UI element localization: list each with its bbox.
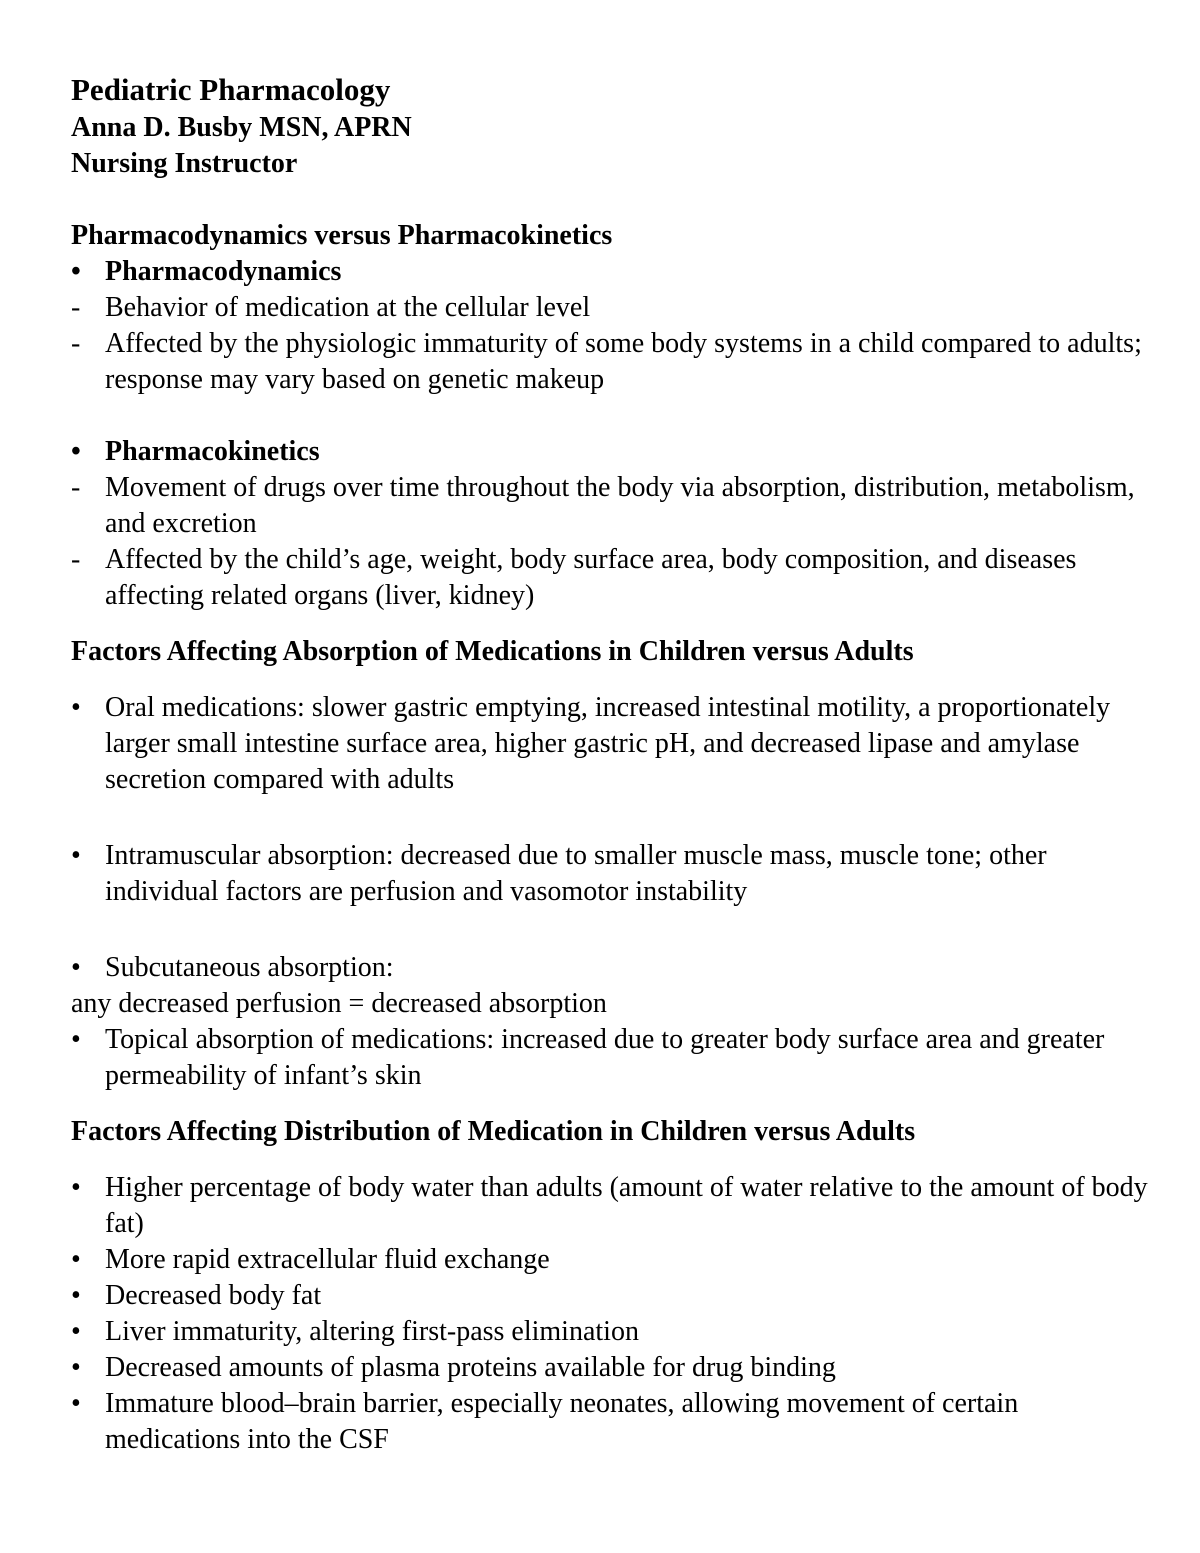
role-line: Nursing Instructor: [71, 148, 298, 179]
bullet-item: [71, 1242, 1151, 1278]
dash-item: [71, 470, 1151, 542]
bullet-icon: •: [71, 1388, 81, 1419]
section-heading-pharmaco: Pharmacodynamics versus Pharmacokinetics: [71, 220, 613, 251]
dash-icon: -: [71, 472, 81, 503]
dash-item-text: Affected by the physiologic immaturity of some body systems in a child compared to adults; response may vary based on genetic makeup: [105, 328, 1142, 395]
bullet-item-text: Oral medications: slower gastric emptying, increased intestinal motility, a proportionately larger small intestine surface area, higher gastric pH, and decreased lipase and amylase secretion compared with adults: [105, 692, 1111, 795]
bullet-item: [71, 1350, 1151, 1386]
bullet-icon: •: [71, 256, 81, 287]
bullet-icon: •: [71, 1172, 81, 1203]
bullet-item: [71, 950, 1151, 986]
bullet-item-text: Subcutaneous absorption:: [105, 952, 394, 983]
bullet-item-text: Decreased amounts of plasma proteins available for drug binding: [105, 1352, 836, 1383]
bullet-item: [71, 434, 1151, 470]
dash-item-text: Affected by the child’s age, weight, body surface area, body composition, and diseases affecting related organs (liver, kidney): [105, 544, 1077, 611]
bullet-item-text: Higher percentage of body water than adults (amount of water relative to the amount of body fat): [105, 1172, 1148, 1239]
document-page: [71, 70, 1151, 1458]
bullet-item: [71, 1022, 1151, 1094]
dash-item: [71, 542, 1151, 614]
dash-item: [71, 290, 1151, 326]
bullet-item-text: More rapid extracellular fluid exchange: [105, 1244, 550, 1275]
bullet-icon: •: [71, 1024, 81, 1055]
section-heading-absorption: Factors Affecting Absorption of Medications in Children versus Adults: [71, 636, 914, 667]
bullet-item-text: Liver immaturity, altering first-pass elimination: [105, 1316, 639, 1347]
bullet-item: [71, 838, 1151, 910]
group-label-pharmacokinetics: Pharmacokinetics: [105, 436, 320, 467]
bullet-item: [71, 254, 1151, 290]
bullet-item: [71, 1170, 1151, 1242]
bullet-icon: •: [71, 840, 81, 871]
bullet-item: [71, 1278, 1151, 1314]
bullet-item: [71, 690, 1151, 798]
dash-icon: -: [71, 328, 81, 359]
bullet-icon: •: [71, 952, 81, 983]
bullet-item: [71, 1386, 1151, 1458]
bullet-icon: •: [71, 1352, 81, 1383]
bullet-item-text: Intramuscular absorption: decreased due to smaller muscle mass, muscle tone; other individual factors are perfusion and vasomotor instability: [105, 840, 1047, 907]
bullet-item: [71, 1314, 1151, 1350]
bullet-item-text: Immature blood–brain barrier, especially neonates, allowing movement of certain medications into the CSF: [105, 1388, 1019, 1455]
bullet-icon: •: [71, 436, 81, 467]
author-line: Anna D. Busby MSN, APRN: [71, 112, 412, 143]
bullet-icon: •: [71, 692, 81, 723]
bullet-icon: •: [71, 1280, 81, 1311]
section-heading-distribution: Factors Affecting Distribution of Medication in Children versus Adults: [71, 1116, 916, 1147]
group-label-pharmacodynamics: Pharmacodynamics: [105, 256, 342, 287]
dash-item-text: Behavior of medication at the cellular level: [105, 292, 591, 323]
bullet-icon: •: [71, 1316, 81, 1347]
dash-item: [71, 326, 1151, 398]
dash-icon: -: [71, 292, 81, 323]
bullet-item-text: Topical absorption of medications: increased due to greater body surface area and greater permeability of infant’s skin: [105, 1024, 1105, 1091]
bullet-icon: •: [71, 1244, 81, 1275]
document-title: Pediatric Pharmacology: [71, 72, 391, 107]
bullet-item-text: Decreased body fat: [105, 1280, 322, 1311]
dash-icon: -: [71, 544, 81, 575]
subcutaneous-note: any decreased perfusion = decreased absorption: [71, 988, 607, 1019]
dash-item-text: Movement of drugs over time throughout the body via absorption, distribution, metabolism, and excretion: [105, 472, 1135, 539]
